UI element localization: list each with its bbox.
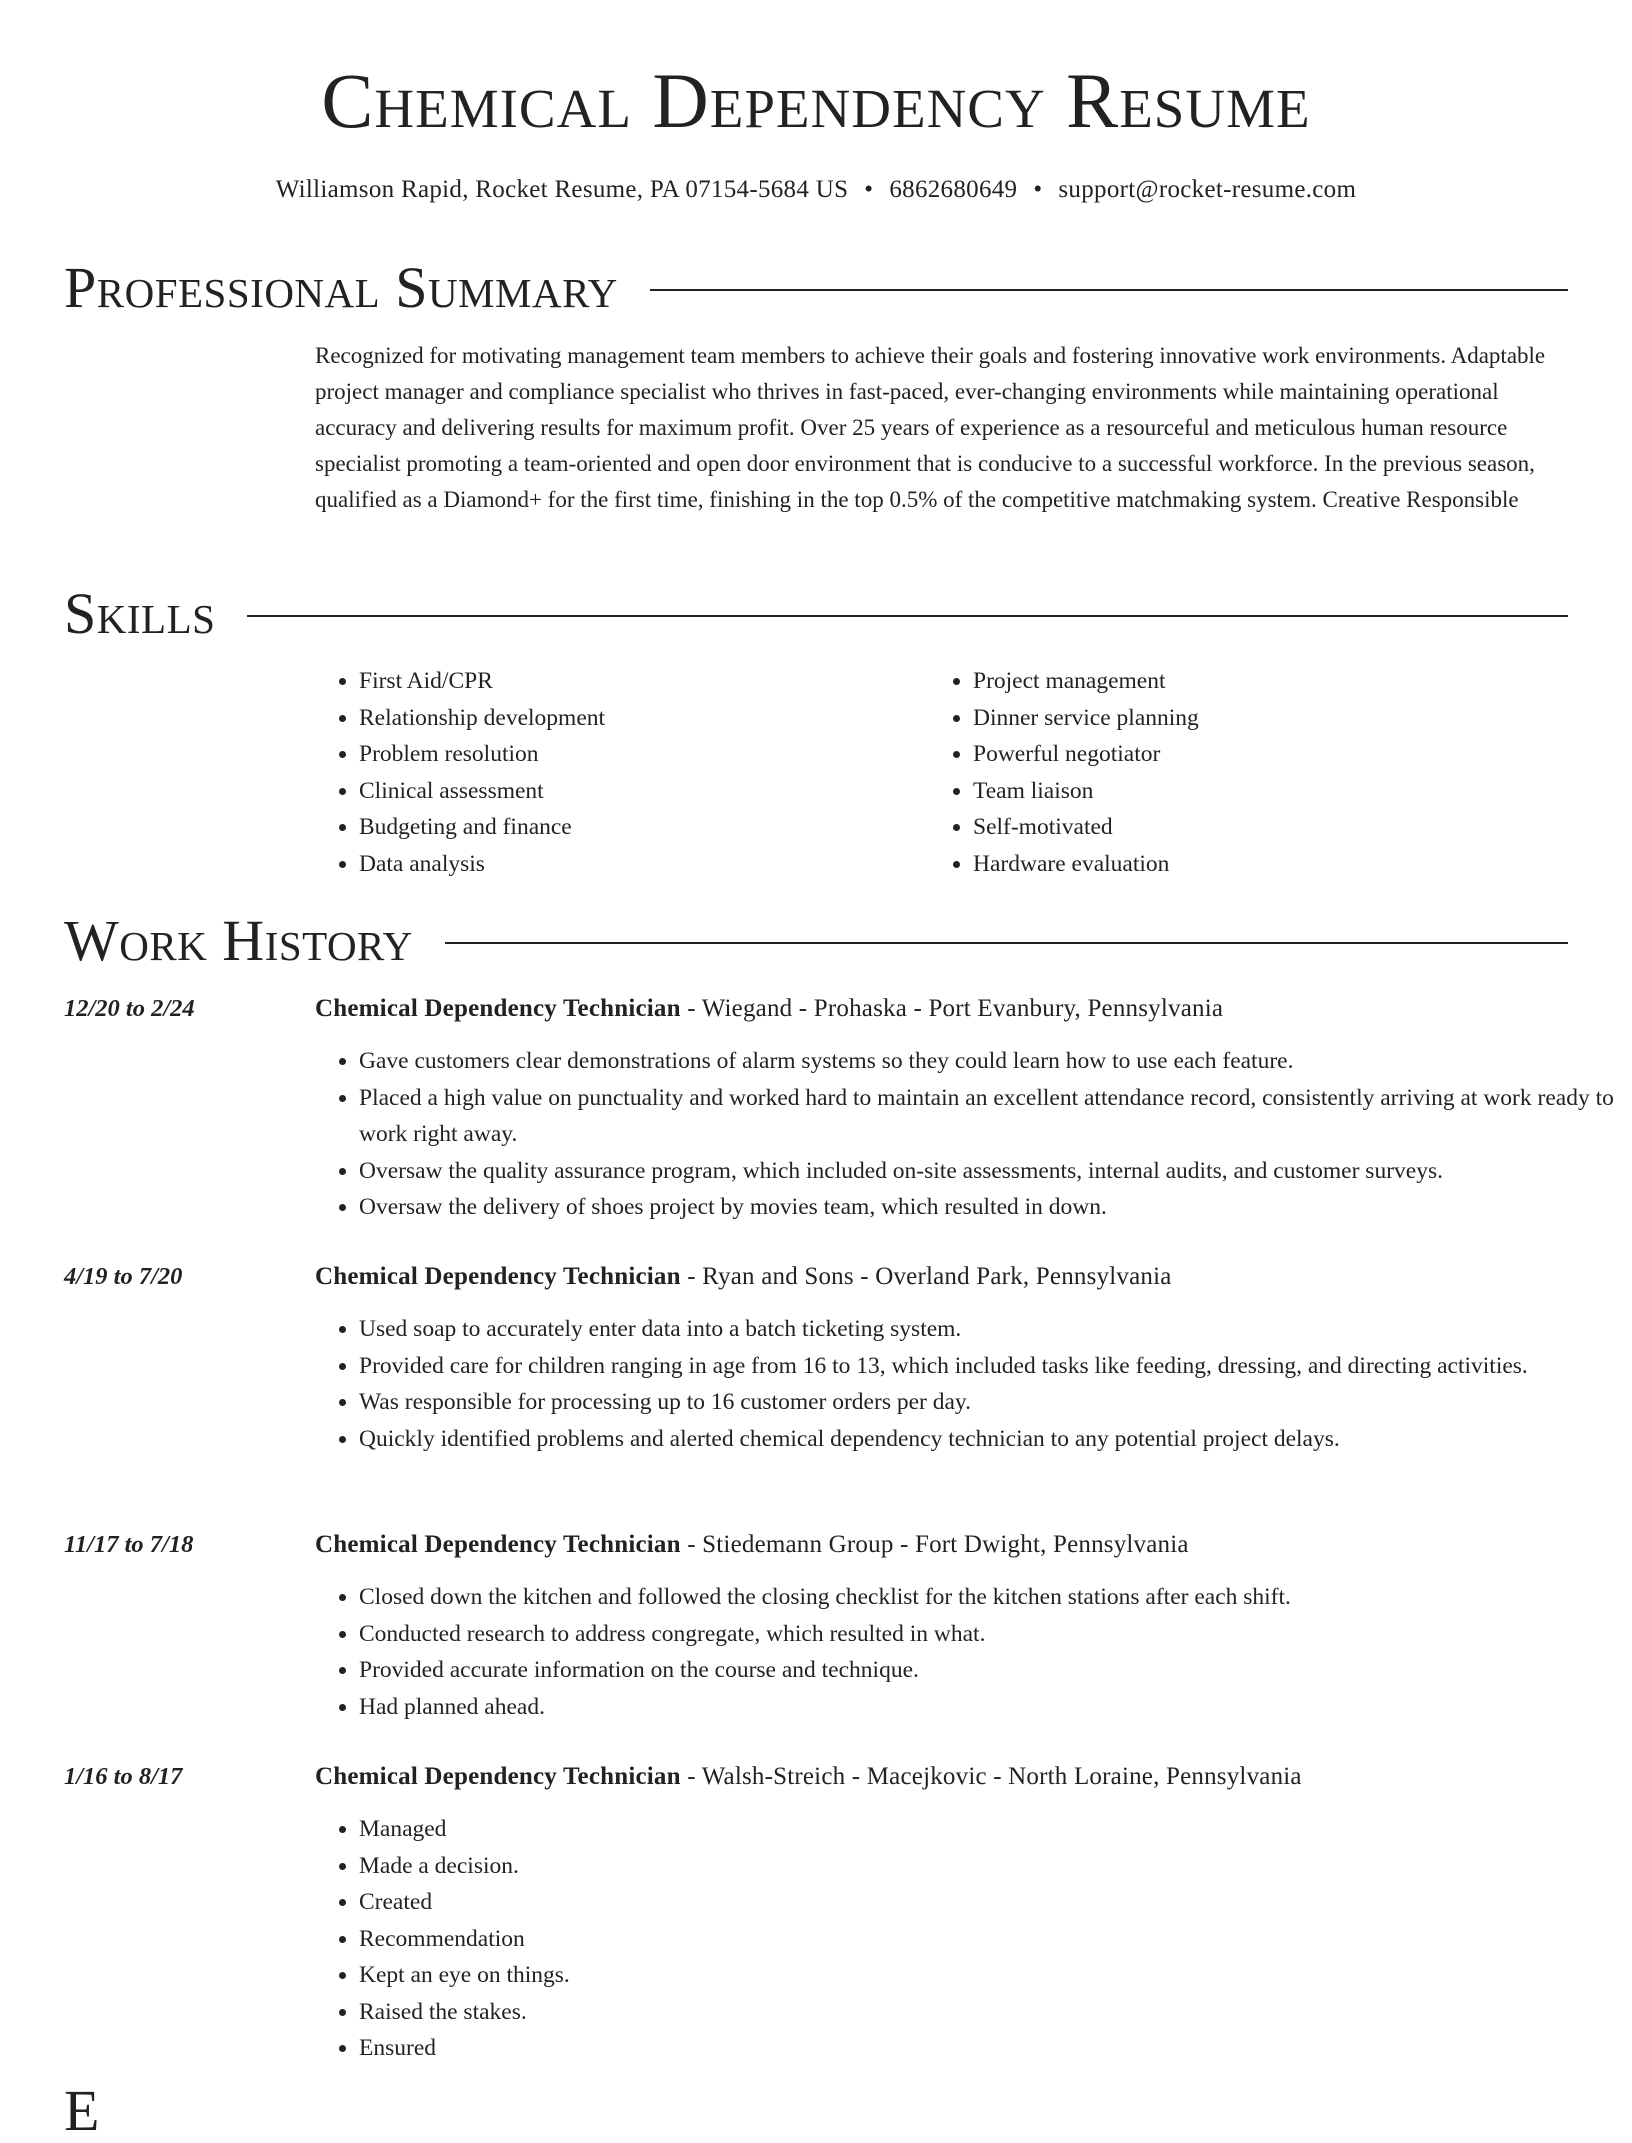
summary-paragraph: Recognized for motivating management team members to achieve their goals and fostering innovative work environments. Adaptable project manager and compliance specialist who thrives in fast-paced, ever-changing environments while maintaining operational accuracy and delivering results for maximum profit. Over 25 years of experience as a resourceful and meticulous human resource specialist promoting a team-oriented and open door environment that is conducive to a successful workforce. In the previous season, qualified as a Diamond+ for the first time, finishing in the top 0.5% of the competitive matchmaking system. Creative Responsible	[315, 343, 1546, 512]
job-bullet: • Conducted research to address congregate, which resulted in what.	[359, 1616, 1632, 1653]
skills-column-left	[315, 663, 929, 882]
job-bullet: • Raised the stakes.	[359, 1994, 1632, 2031]
job-heading	[315, 995, 1223, 1023]
skill-item: • Project management	[973, 663, 1543, 700]
job-employer: - Ryan and Sons - Overland Park, Pennsylvania	[680, 1263, 1172, 1290]
job-bullet: • Kept an eye on things.	[359, 1957, 1632, 1994]
job-heading	[315, 1531, 1189, 1559]
job-title: Chemical Dependency Technician	[315, 1531, 681, 1558]
skill-item: • Self-motivated	[973, 809, 1543, 846]
contact-address: Williamson Rapid, Rocket Resume, PA 07154-5684 US	[275, 176, 849, 203]
job-bullet: • Oversaw the delivery of shoes project by movies team, which resulted in down.	[359, 1189, 1632, 1226]
job-bullet: • Gave customers clear demonstrations of alarm systems so they could learn how to use each feature.	[359, 1043, 1632, 1080]
contact-phone: 6862680649	[889, 176, 1018, 203]
job-bullet: • Placed a high value on punctuality and worked hard to maintain an excellent attendance record, consistently arriving at work ready to work right away.	[359, 1080, 1632, 1153]
job-bullets	[315, 1043, 1632, 1226]
job-bullet: • Used soap to accurately enter data into a batch ticketing system.	[359, 1311, 1632, 1348]
section-title: Skills	[64, 581, 216, 646]
job-bullets	[315, 1311, 1632, 1457]
job-heading	[315, 1263, 1172, 1291]
job-title: Chemical Dependency Technician	[315, 995, 681, 1022]
contact-separator: •	[864, 176, 874, 203]
contact-email: support@rocket-resume.com	[1058, 176, 1357, 203]
job-bullet: • Managed	[359, 1811, 1632, 1848]
job-bullet: • Had planned ahead.	[359, 1689, 1632, 1726]
section-heading-summary	[64, 255, 1568, 320]
job-bullet: • Oversaw the quality assurance program, which included on-site assessments, internal audits, and customer surveys.	[359, 1153, 1632, 1190]
resume-title: Chemical Dependency Resume	[321, 57, 1311, 144]
job-employer: - Walsh-Streich - Macejkovic - North Loraine, Pennsylvania	[680, 1763, 1302, 1790]
section-title-cutoff: E	[64, 2078, 100, 2143]
job-dates: 4/19 to 7/20	[64, 1263, 183, 1290]
job-dates: 11/17 to 7/18	[64, 1531, 194, 1558]
skill-item: • Dinner service planning	[973, 700, 1543, 737]
job-title: Chemical Dependency Technician	[315, 1763, 681, 1790]
job-bullet: • Provided accurate information on the course and technique.	[359, 1652, 1632, 1689]
section-divider	[650, 289, 1568, 291]
job-bullet: • Recommendation	[359, 1921, 1632, 1958]
job-bullet: • Quickly identified problems and alerted chemical dependency technician to any potential project delays.	[359, 1421, 1632, 1458]
skills-list	[315, 663, 1570, 882]
job-dates: 1/16 to 8/17	[64, 1763, 183, 1790]
skill-item: • Clinical assessment	[359, 773, 929, 810]
contact-separator: •	[1033, 176, 1043, 203]
job-bullets	[315, 1811, 1632, 2067]
job-bullet: • Ensured	[359, 2030, 1632, 2067]
job-bullet: • Closed down the kitchen and followed the closing checklist for the kitchen stations after each shift.	[359, 1579, 1632, 1616]
skill-item: • Problem resolution	[359, 736, 929, 773]
section-divider	[445, 942, 1568, 944]
job-employer: - Wiegand - Prohaska - Port Evanbury, Pennsylvania	[680, 995, 1224, 1022]
job-bullet: • Made a decision.	[359, 1848, 1632, 1885]
skill-item: • Powerful negotiator	[973, 736, 1543, 773]
skills-column-right	[929, 663, 1543, 882]
job-bullet: • Created	[359, 1884, 1632, 1921]
section-heading-work-history	[64, 908, 1568, 973]
job-title: Chemical Dependency Technician	[315, 1263, 681, 1290]
skill-item: • Team liaison	[973, 773, 1543, 810]
job-employer: - Stiedemann Group - Fort Dwight, Pennsylvania	[680, 1531, 1189, 1558]
job-bullet: • Provided care for children ranging in age from 16 to 13, which included tasks like feeding, dressing, and directing activities.	[359, 1348, 1632, 1385]
contact-line	[0, 176, 1632, 204]
skill-item: • Data analysis	[359, 846, 929, 883]
section-title: Professional Summary	[64, 255, 618, 320]
job-bullets	[315, 1579, 1632, 1725]
skill-item: • First Aid/CPR	[359, 663, 929, 700]
job-bullet: • Was responsible for processing up to 16 customer orders per day.	[359, 1384, 1632, 1421]
skill-item: • Budgeting and finance	[359, 809, 929, 846]
skill-item: • Relationship development	[359, 700, 929, 737]
job-dates: 12/20 to 2/24	[64, 995, 195, 1022]
section-divider	[247, 615, 1568, 617]
job-heading	[315, 1763, 1302, 1791]
section-heading-skills	[64, 581, 1568, 646]
skill-item: • Hardware evaluation	[973, 846, 1543, 883]
section-title: Work History	[64, 908, 413, 973]
